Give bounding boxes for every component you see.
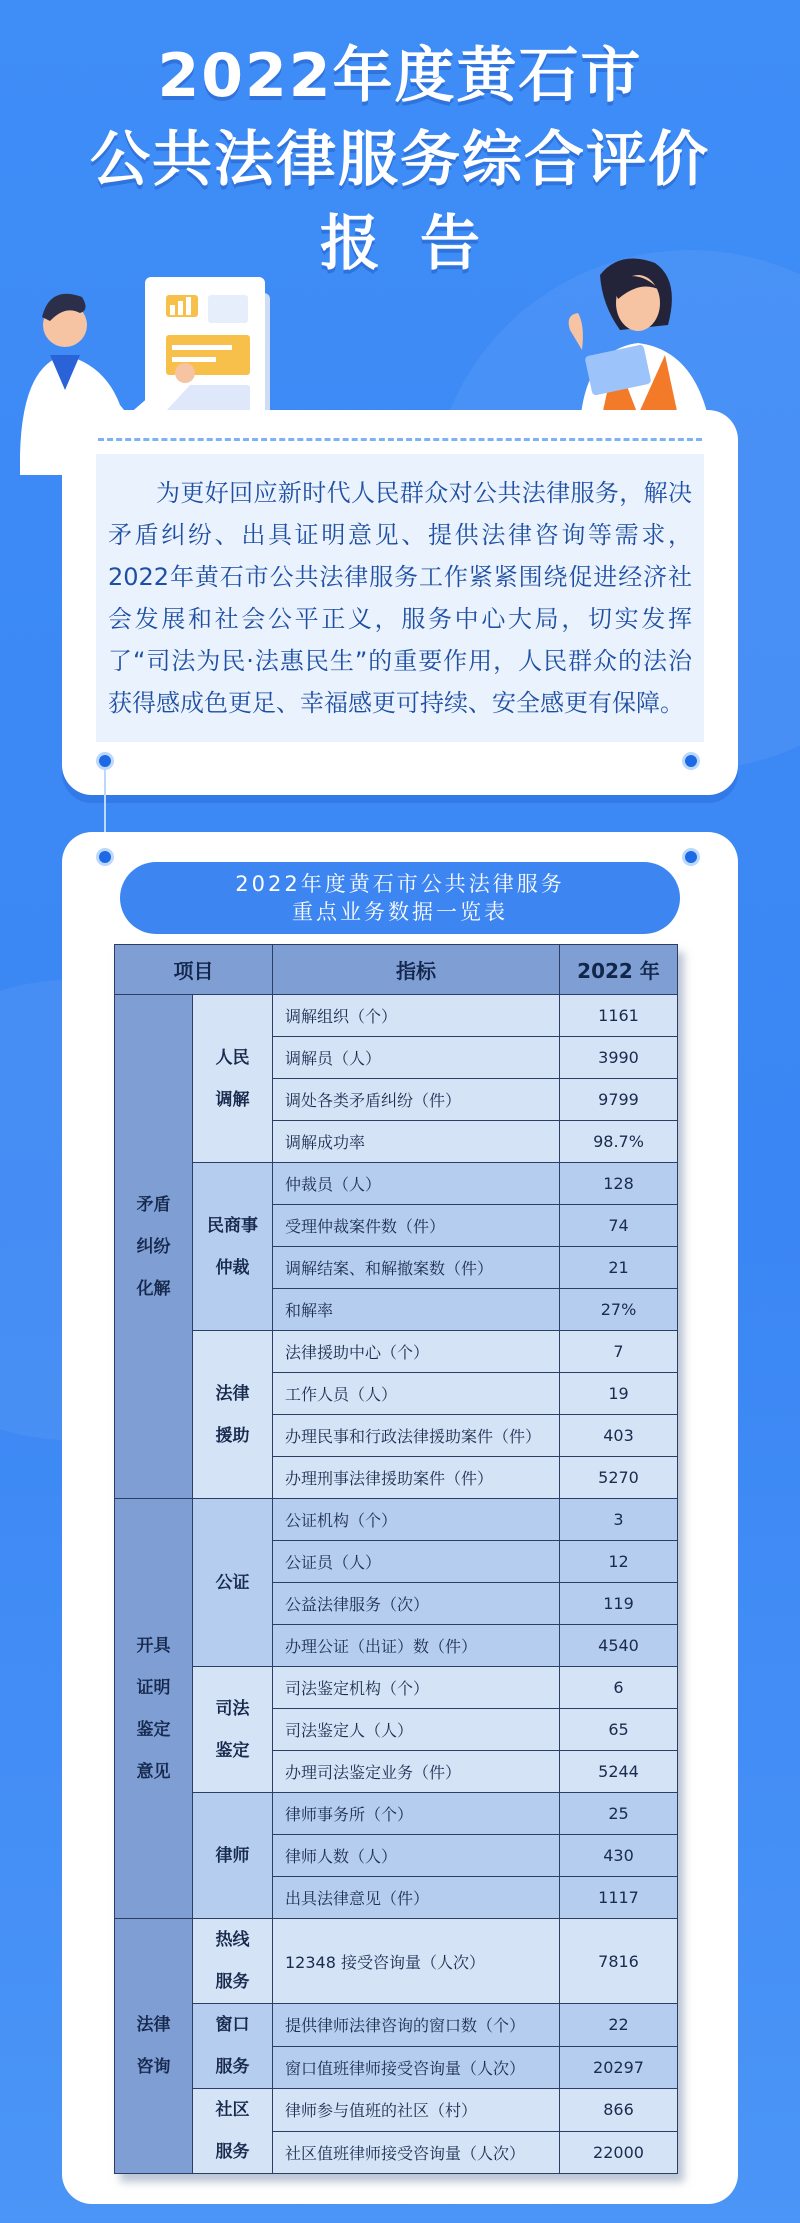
value-cell: 4540: [560, 1625, 678, 1667]
value-cell: 3: [560, 1499, 678, 1541]
value-cell: 866: [560, 2089, 678, 2132]
indicator-cell: 提供律师法律咨询的窗口数（个）: [273, 2004, 560, 2047]
intro-card: [62, 410, 738, 795]
table-row: [115, 2089, 678, 2132]
indicator-cell: 办理民事和行政法律援助案件（件）: [273, 1415, 560, 1457]
indicator-cell: 办理司法鉴定业务（件）: [273, 1751, 560, 1793]
value-cell: 27%: [560, 1289, 678, 1331]
decor-dot: [682, 848, 700, 866]
indicator-cell: 办理公证（出证）数（件）: [273, 1625, 560, 1667]
indicator-cell: 公证机构（个）: [273, 1499, 560, 1541]
category-certificate: 开具 证明 鉴定 意见: [115, 1499, 193, 1919]
header-item: 项目: [115, 945, 273, 995]
subcategory-arbitration: 民商事 仲裁: [193, 1163, 273, 1331]
indicator-cell: 12348 接受咨询量（人次）: [273, 1919, 560, 2004]
value-cell: 430: [560, 1835, 678, 1877]
indicator-cell: 司法鉴定机构（个）: [273, 1667, 560, 1709]
indicator-cell: 调解成功率: [273, 1121, 560, 1163]
table-row: [115, 1667, 678, 1709]
value-cell: 119: [560, 1583, 678, 1625]
subcategory-lawyer: 律师: [193, 1793, 273, 1919]
subcategory-appraisal: 司法 鉴定: [193, 1667, 273, 1793]
value-cell: 98.7%: [560, 1121, 678, 1163]
title-line-3: 报告: [320, 209, 520, 279]
table-header-row: [115, 945, 678, 995]
table-title-line-1: 2022年度黄石市公共法律服务: [235, 872, 565, 896]
indicator-cell: 和解率: [273, 1289, 560, 1331]
value-cell: 3990: [560, 1037, 678, 1079]
table-row: [115, 2004, 678, 2047]
value-cell: 1117: [560, 1877, 678, 1919]
indicator-cell: 社区值班律师接受咨询量（人次）: [273, 2131, 560, 2174]
value-cell: 21: [560, 1247, 678, 1289]
indicator-cell: 公益法律服务（次）: [273, 1583, 560, 1625]
intro-panel: [96, 454, 704, 742]
value-cell: 25: [560, 1793, 678, 1835]
table-title-line-2: 重点业务数据一览表: [292, 900, 508, 924]
value-cell: 7: [560, 1331, 678, 1373]
value-cell: 128: [560, 1163, 678, 1205]
table-title-banner: [120, 862, 680, 934]
table-row: [115, 1499, 678, 1541]
value-cell: 9799: [560, 1079, 678, 1121]
indicator-cell: 办理刑事法律援助案件（件）: [273, 1457, 560, 1499]
indicator-cell: 调解结案、和解撤案数（件）: [273, 1247, 560, 1289]
indicator-cell: 法律援助中心（个）: [273, 1331, 560, 1373]
data-table: [114, 944, 678, 2174]
value-cell: 20297: [560, 2046, 678, 2089]
indicator-cell: 司法鉴定人（人）: [273, 1709, 560, 1751]
value-cell: 7816: [560, 1919, 678, 2004]
subcategory-notary: 公证: [193, 1499, 273, 1667]
header-indicator: 指标: [273, 945, 560, 995]
subcategory-hotline: 热线 服务: [193, 1919, 273, 2004]
indicator-cell: 调解员（人）: [273, 1037, 560, 1079]
value-cell: 65: [560, 1709, 678, 1751]
indicator-cell: 受理仲裁案件数（件）: [273, 1205, 560, 1247]
indicator-cell: 律师人数（人）: [273, 1835, 560, 1877]
indicator-cell: 工作人员（人）: [273, 1373, 560, 1415]
category-dispute: 矛盾 纠纷 化解: [115, 995, 193, 1499]
value-cell: 22: [560, 2004, 678, 2047]
subcategory-community: 社区 服务: [193, 2089, 273, 2174]
title-line-1: 2022年度黄石市: [157, 41, 643, 111]
value-cell: 403: [560, 1415, 678, 1457]
value-cell: 12: [560, 1541, 678, 1583]
value-cell: 5244: [560, 1751, 678, 1793]
table-row: [115, 1919, 678, 2004]
indicator-cell: 律师事务所（个）: [273, 1793, 560, 1835]
table-row: [115, 1163, 678, 1205]
indicator-cell: 公证员（人）: [273, 1541, 560, 1583]
value-cell: 6: [560, 1667, 678, 1709]
value-cell: 1161: [560, 995, 678, 1037]
dashed-divider: [98, 438, 702, 441]
subcategory-window: 窗口 服务: [193, 2004, 273, 2089]
indicator-cell: 律师参与值班的社区（村）: [273, 2089, 560, 2132]
subcategory-mediation: 人民 调解: [193, 995, 273, 1163]
table-row: [115, 1793, 678, 1835]
subcategory-legal-aid: 法律 援助: [193, 1331, 273, 1499]
table-row: [115, 995, 678, 1037]
decor-dot: [682, 752, 700, 770]
value-cell: 5270: [560, 1457, 678, 1499]
indicator-cell: 窗口值班律师接受咨询量（人次）: [273, 2046, 560, 2089]
header-year: 2022 年: [560, 945, 678, 995]
indicator-cell: 调处各类矛盾纠纷（件）: [273, 1079, 560, 1121]
decor-dot: [96, 848, 114, 866]
value-cell: 74: [560, 1205, 678, 1247]
value-cell: 22000: [560, 2131, 678, 2174]
title-line-2: 公共法律服务综合评价: [90, 125, 710, 195]
indicator-cell: 仲裁员（人）: [273, 1163, 560, 1205]
indicator-cell: 调解组织（个）: [273, 995, 560, 1037]
intro-paragraph: 为更好回应新时代人民群众对公共法律服务，解决矛盾纠纷、出具证明意见、提供法律咨询等需求，2022年黄石市公共法律服务工作紧紧围绕促进经济社会发展和社会公平正义，服务中心大局，切实发挥了“司法为民·法惠民生”的重要作用，人民群众的法治获得感成色更足、幸福感更可持续、安全感更有保障。: [108, 479, 692, 717]
value-cell: 19: [560, 1373, 678, 1415]
table-card: [62, 832, 738, 2204]
woman-illustration: [560, 255, 760, 425]
category-consult: 法律 咨询: [115, 1919, 193, 2174]
table-row: [115, 1331, 678, 1373]
indicator-cell: 出具法律意见（件）: [273, 1877, 560, 1919]
